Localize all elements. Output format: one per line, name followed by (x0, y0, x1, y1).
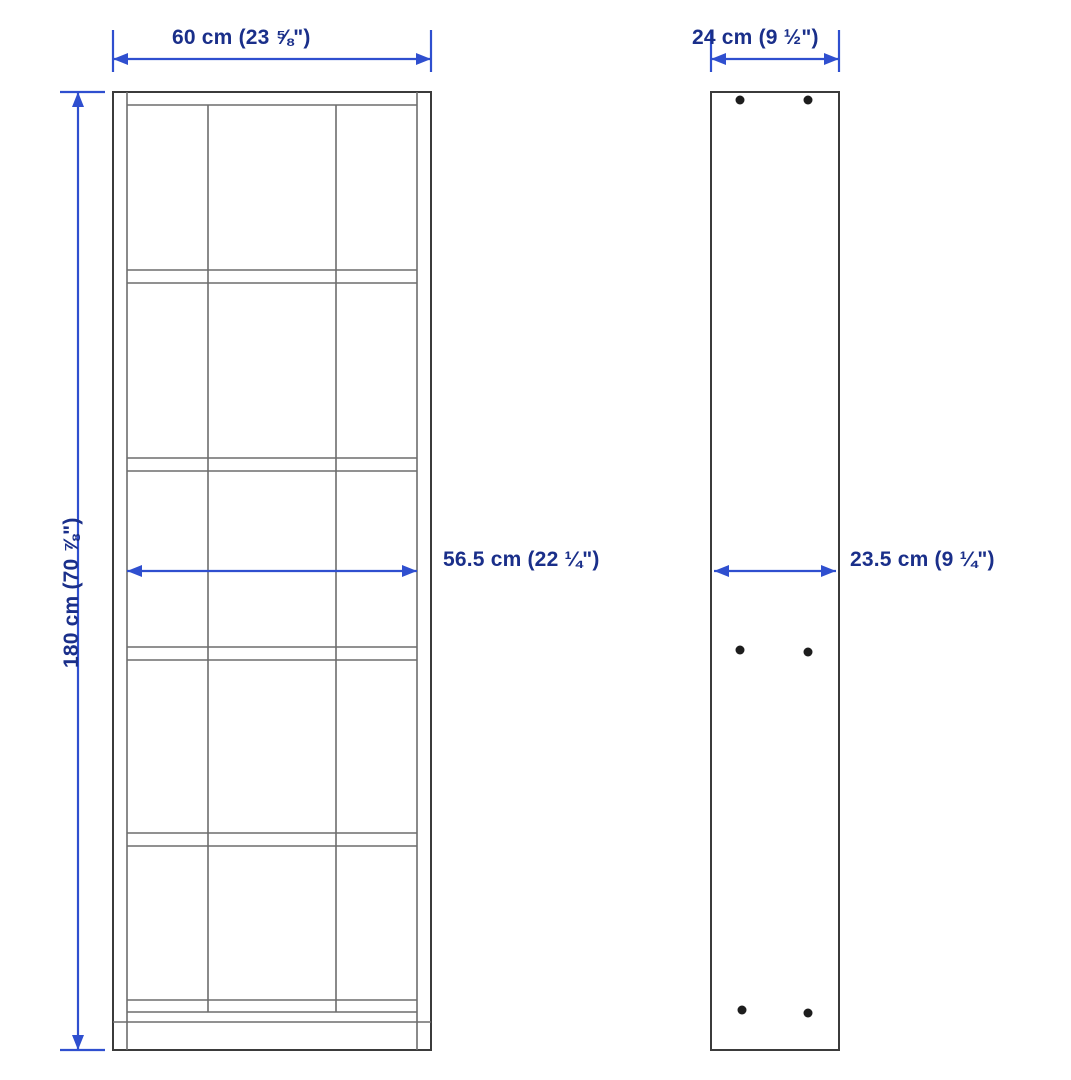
front-inner-width-label: 56.5 cm (22 ¼") (443, 548, 600, 571)
side-inner-width-label: 23.5 cm (9 ¼") (850, 548, 995, 571)
front-height-arrow-bottom (72, 1035, 84, 1050)
side-width-label: 24 cm (9 ½") (692, 26, 819, 49)
dowel-hole (738, 1006, 747, 1015)
front-height-arrow-top (72, 92, 84, 107)
dowel-hole (804, 96, 813, 105)
front-height-label: 180 cm (70 ⅞") (60, 517, 83, 668)
dowel-hole (736, 96, 745, 105)
front-width-arrow-right (416, 53, 431, 65)
side-width-arrow-left (711, 53, 726, 65)
dowel-hole (736, 646, 745, 655)
front-width-arrow-left (113, 53, 128, 65)
front-width-label: 60 cm (23 ⅝") (172, 26, 311, 49)
dowel-hole (804, 648, 813, 657)
side-width-arrow-right (824, 53, 839, 65)
dowel-hole (804, 1009, 813, 1018)
